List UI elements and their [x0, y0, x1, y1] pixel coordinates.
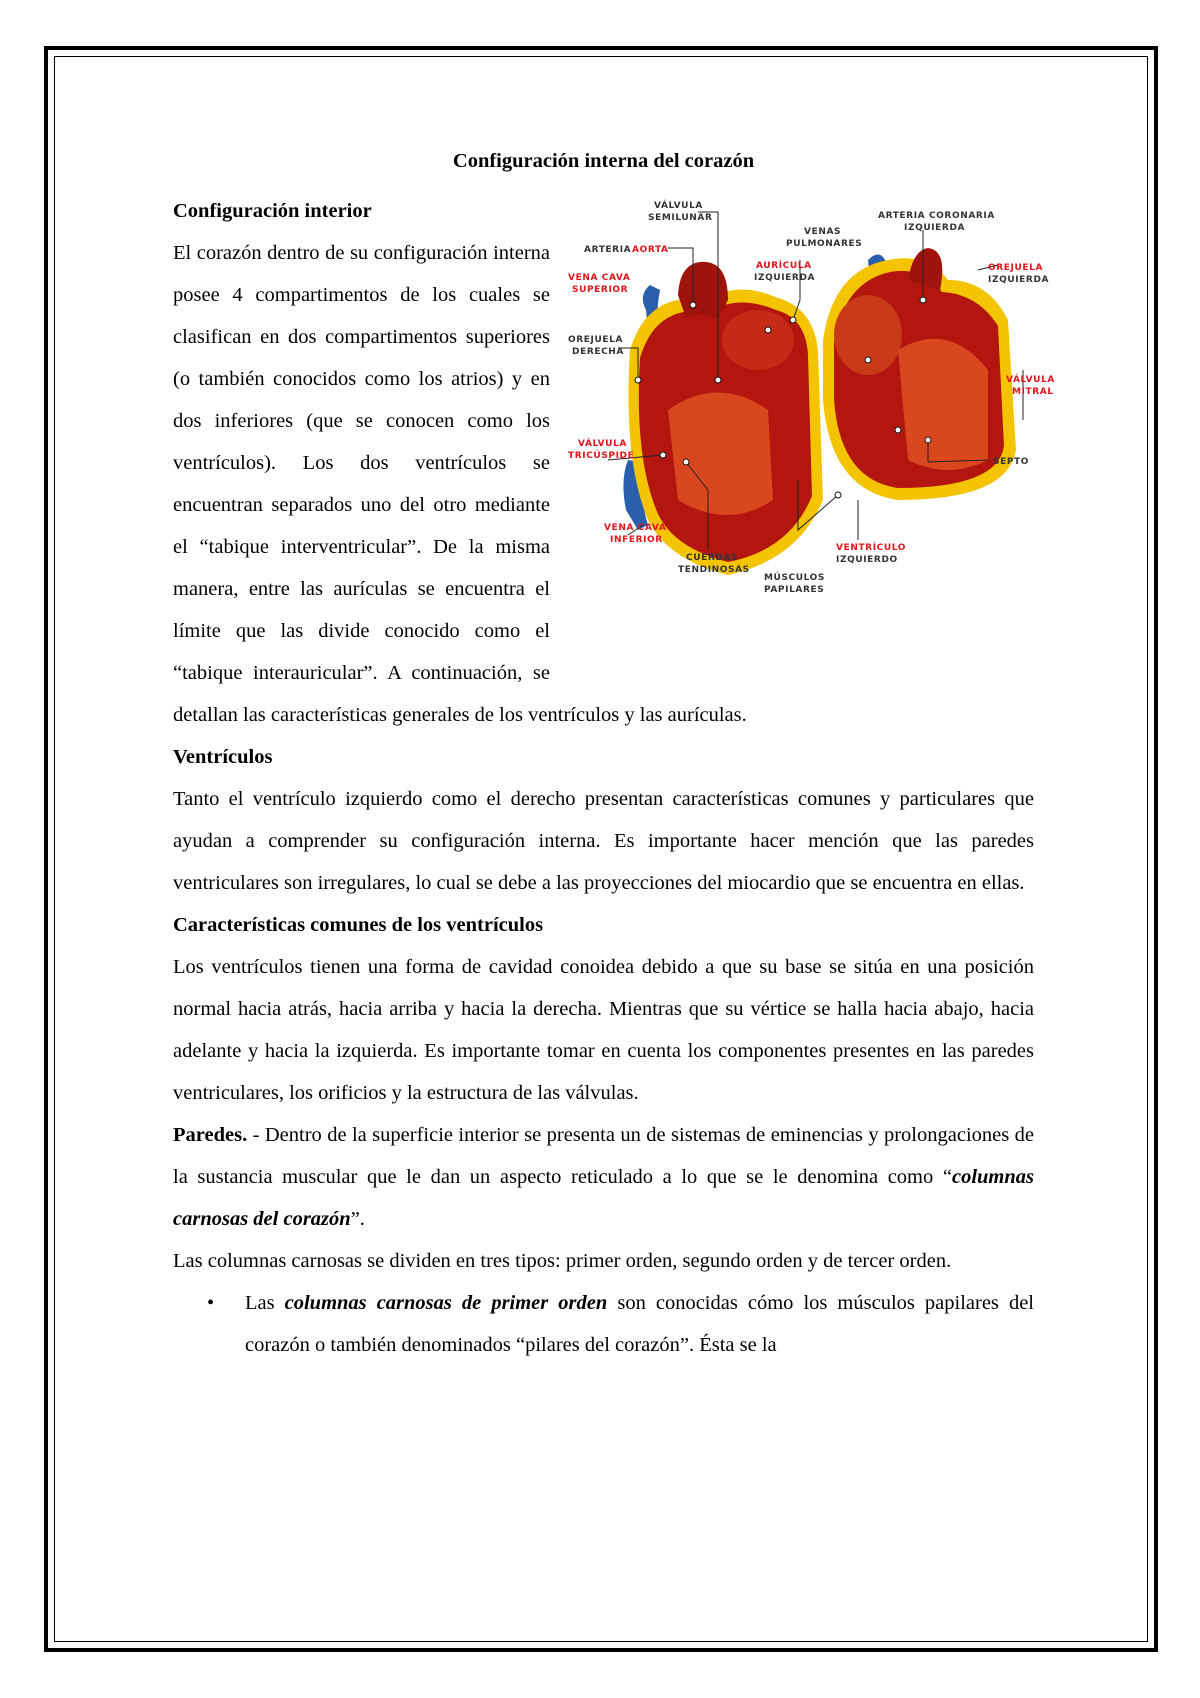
bullet-text-before: Las	[245, 1292, 285, 1314]
label-musculos-papilares-2: PAPILARES	[764, 585, 825, 595]
label-orejuela-derecha-2: DERECHA	[572, 347, 624, 357]
label-arteria-aorta-2: AORTA	[632, 245, 669, 255]
label-valvula-mitral-1: VÁLVULA	[1006, 375, 1055, 385]
label-orejuela-izquierda-2: IZQUIERDA	[988, 275, 1050, 285]
document-body	[173, 140, 1055, 1366]
right-atrium-cavity	[722, 310, 794, 370]
label-valvula-semilunar-1: VÁLVULA	[654, 201, 703, 211]
label-vena-cava-superior-2: SUPERIOR	[572, 285, 629, 295]
label-ventriculo-izquierdo-1: VENTRÍCULO	[836, 543, 907, 553]
paredes-text-after: ”.	[350, 1208, 365, 1230]
bullet-list	[173, 1282, 1034, 1366]
bullet-text-after: son conocidas cómo los músculos papilares del corazón o también denominados “pilares del corazón”. Ésta se la	[245, 1292, 1034, 1356]
label-musculos-papilares-1: MÚSCULOS	[764, 573, 826, 583]
heart-illustration	[568, 200, 1055, 660]
label-valvula-tricuspide-1: VÁLVULA	[578, 439, 627, 449]
label-orejuela-izquierda-1: OREJUELA	[988, 263, 1044, 273]
section-heading-caracteristicas: Características comunes de los ventrículos	[173, 914, 544, 936]
bullet-icon: •	[207, 1292, 215, 1314]
label-valvula-semilunar-2: SEMILUNAR	[648, 213, 713, 223]
label-venas-pulmonares-1: VENAS	[804, 227, 842, 237]
label-vena-cava-inferior-1: VENA CAVA	[604, 523, 667, 533]
label-auricula-izquierda-1: AURÍCULA	[756, 261, 812, 271]
section-text-ventriculos: Tanto el ventrículo izquierdo como el derecho presentan características comunes y particulares que ayudan a comprender su configuración interna. Es importante hacer mención que las paredes ventriculares son irregulares, lo cual se debe a las proyecciones del miocardio que se encuentra en ellas.	[173, 788, 1034, 894]
left-ventricle-cavity	[898, 339, 988, 470]
document-title: Configuración interna del corazón	[452, 150, 755, 172]
label-arteria-aorta-1: ARTERIA	[584, 245, 632, 255]
paragraph-paredes	[173, 1114, 1034, 1240]
label-arteria-coronaria-2: IZQUIERDA	[904, 223, 966, 233]
label-septo: SEPTO	[993, 457, 1030, 467]
right-ventricle-cavity	[668, 393, 773, 516]
section-text-caracteristicas: Los ventrículos tienen una forma de cavidad conoidea debido a que su base se sitúa en una posición normal hacia atrás, hacia arriba y hacia la derecha. Mientras que su vértice se halla hacia abajo, hacia adelante y hacia la izquierda. Es importante tomar en cuenta los componentes presentes en las paredes ventriculares, los orificios y la estructura de las válvulas.	[173, 956, 1034, 1104]
paredes-text-before: - Dentro de la superficie interior se presenta un de sistemas de eminencias y prolongaciones de la sustancia muscular que le dan un aspecto reticulado a lo que se le denomina como “	[173, 1124, 1034, 1188]
section-heading-configuracion: Configuración interior	[173, 200, 372, 222]
section-heading-ventriculos: Ventrículos	[173, 746, 273, 768]
label-vena-cava-superior-1: VENA CAVA	[568, 273, 631, 283]
label-auricula-izquierda-2: IZQUIERDA	[754, 273, 816, 283]
bullet-emphasis: columnas carnosas de primer orden	[284, 1292, 608, 1314]
heart-diagram	[568, 200, 1055, 660]
label-ventriculo-izquierdo-2: IZQUIERDO	[836, 555, 898, 565]
label-cuerdas-tendinosas-1: CUERDAS	[686, 553, 739, 563]
label-cuerdas-tendinosas-2: TENDINOSAS	[678, 565, 750, 575]
list-item	[207, 1282, 1034, 1366]
label-vena-cava-inferior-2: INFERIOR	[610, 535, 663, 545]
label-valvula-tricuspide-2: TRICÚSPIDE	[568, 451, 635, 461]
label-valvula-mitral-2: MITRAL	[1012, 387, 1054, 397]
label-orejuela-derecha-1: OREJUELA	[568, 335, 624, 345]
section-text-configuracion: El corazón dentro de su configuración interna posee 4 compartimentos de los cuales se clasifican en dos compartimentos superiores (o también conocidos como los atrios) y en dos inferiores (que se conocen como los ventrículos). Los dos ventrículos se encuentran separados uno del otro mediante el “tabique interventricular”. De la misma manera, entre las aurículas se encuentra el límite que las divide conocido como el “tabique interauricular”. A continuación, se detallan las características generales de los ventrículos y las aurículas.	[173, 242, 747, 726]
aorta-shape	[678, 262, 728, 320]
label-venas-pulmonares-2: PULMONARES	[786, 239, 863, 249]
paredes-emphasis: columnas carnosas del corazón	[173, 1166, 1034, 1230]
paragraph-columnas: Las columnas carnosas se dividen en tres tipos: primer orden, segundo orden y de tercer orden.	[173, 1250, 952, 1272]
paredes-label: Paredes.	[173, 1124, 248, 1146]
label-arteria-coronaria-1: ARTERIA CORONARIA	[878, 211, 995, 221]
